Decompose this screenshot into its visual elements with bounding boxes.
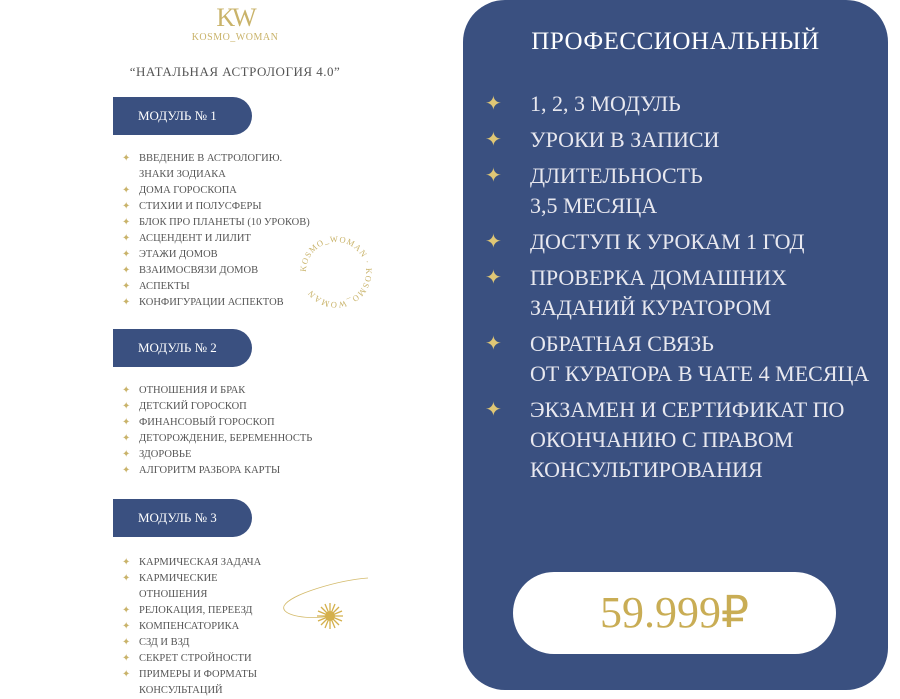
feature-label: 1, 2, 3 МОДУЛЬ [530,91,681,116]
tariff-card [463,0,888,690]
feature-label: ОБРАТНАЯ СВЯЗЬ [530,331,714,356]
topic-label: КАРМИЧЕСКИЕ ОТНОШЕНИЯ [139,573,218,600]
course-title: “НАТАЛЬНАЯ АСТРОЛОГИЯ 4.0” [129,64,341,79]
star-icon: ✦ [122,233,131,244]
star-icon: ✦ [122,265,131,276]
module-topic-item [122,635,282,651]
star-icon: ✦ [122,433,131,444]
star-icon: ✦ [122,605,131,616]
star-icon: ✦ [122,185,131,196]
module-topic-item [122,295,312,311]
star-icon: ✦ [485,93,502,115]
module-2-list [122,383,342,479]
feature-label: ДОСТУП К УРОКАМ 1 ГОД [530,229,805,254]
star-icon: ✦ [122,153,131,164]
star-icon: ✦ [122,249,131,260]
star-icon: ✦ [485,267,502,289]
svg-text:KOSMO_WOMAN · KOSMO_WOMAN: KOSMO_WOMAN · KOSMO_WOMAN [297,233,375,311]
module-topic-item [122,431,342,447]
star-icon: ✦ [122,281,131,292]
feature-item [485,89,880,119]
topic-label: ЗДОРОВЬЕ [139,449,192,460]
feature-item [485,227,880,257]
module-topic-item [122,399,342,415]
topic-label: КОМПЕНСАТОРИКА [139,621,240,632]
star-icon: ✦ [122,573,131,584]
module-topic-item [122,619,282,635]
feature-item [485,329,880,359]
topic-label: ДЕТОРОЖДЕНИЕ, БЕРЕМЕННОСТЬ [139,433,313,444]
feature-item [485,359,880,389]
feature-item [485,263,880,323]
module-topic-item [122,603,282,619]
topic-label: ВЗАИМОСВЯЗИ ДОМОВ [139,265,259,276]
feature-item [485,125,880,155]
star-icon: ✦ [122,653,131,664]
module-3-list [122,555,282,699]
circular-logo-text [296,232,376,312]
star-icon: ✦ [485,231,502,253]
feature-item [485,395,880,485]
topic-label: БЛОК ПРО ПЛАНЕТЫ (10 УРОКОВ) [139,217,310,228]
module-1-badge: МОДУЛЬ № 1 [113,97,252,135]
module-topic-item [122,199,312,215]
topic-label: ДОМА ГОРОСКОПА [139,185,237,196]
topic-label: СТИХИИ И ПОЛУСФЕРЫ [139,201,262,212]
module-topic-item [122,263,312,279]
tariff-title: ПРОФЕССИОНАЛЬНЫЙ [531,28,820,55]
feature-label: ПРОВЕРКА ДОМАШНИХ ЗАДАНИЙ КУРАТОРОМ [530,265,787,320]
module-topic-item [122,415,342,431]
module-topic-item [122,183,312,199]
star-icon: ✦ [122,557,131,568]
module-1-list [122,151,312,311]
feature-label: ЭКЗАМЕН И СЕРТИФИКАТ ПО ОКОНЧАНИЮ С ПРАВОМ КОНСУЛЬТИРОВАНИЯ [530,397,845,482]
star-icon: ✦ [122,449,131,460]
topic-label: ПРИМЕРЫ И ФОРМАТЫ КОНСУЛЬТАЦИЙ [139,669,257,696]
star-icon: ✦ [485,165,502,187]
topic-label: ФИНАНСОВЫЙ ГОРОСКОП [139,417,275,428]
star-icon: ✦ [122,669,131,680]
price-badge: 59.999₽ [513,572,836,654]
star-icon: ✦ [485,129,502,151]
module-topic-item [122,151,312,183]
feature-label: ДЛИТЕЛЬНОСТЬ [530,163,703,188]
star-icon: ✦ [122,297,131,308]
topic-label: СЕКРЕТ СТРОЙНОСТИ [139,653,252,664]
topic-label: КОНФИГУРАЦИИ АСПЕКТОВ [139,297,284,308]
topic-label: ЭТАЖИ ДОМОВ [139,249,218,260]
feature-item [485,161,880,191]
module-topic-item [122,383,342,399]
topic-label: АСПЕКТЫ [139,281,190,292]
module-topic-item [122,447,342,463]
module-2-badge: МОДУЛЬ № 2 [113,329,252,367]
logo-name: KOSMO_WOMAN [191,32,279,43]
logo-mark: KW [216,3,254,32]
topic-label: ВВЕДЕНИЕ В АСТРОЛОГИЮ. ЗНАКИ ЗОДИАКА [139,153,283,180]
star-icon: ✦ [122,401,131,412]
star-icon: ✦ [485,333,502,355]
topic-label: КАРМИЧЕСКАЯ ЗАДАЧА [139,557,262,568]
module-topic-item [122,279,312,295]
module-topic-item [122,667,282,699]
star-icon: ✦ [122,637,131,648]
feature-label: ОТ КУРАТОРА В ЧАТЕ 4 МЕСЯЦА [530,361,870,386]
topic-label: РЕЛОКАЦИЯ, ПЕРЕЕЗД [139,605,253,616]
topic-label: ДЕТСКИЙ ГОРОСКОП [139,401,247,412]
star-icon: ✦ [122,385,131,396]
star-icon: ✦ [122,417,131,428]
topic-label: СЗД И ВЗД [139,637,190,648]
feature-label: 3,5 МЕСЯЦА [530,193,658,218]
module-topic-item [122,215,312,231]
feature-item [485,191,880,221]
brand-logo [185,4,285,43]
module-topic-item [122,231,312,247]
feature-label: УРОКИ В ЗАПИСИ [530,127,720,152]
topic-label: АСЦЕНДЕНТ И ЛИЛИТ [139,233,251,244]
tariff-features [485,89,880,491]
sun-orbit-icon [280,572,370,642]
topic-label: АЛГОРИТМ РАЗБОРА КАРТЫ [139,465,281,476]
module-topic-item [122,555,282,571]
module-topic-item [122,571,282,603]
module-3-badge: МОДУЛЬ № 3 [113,499,252,537]
star-icon: ✦ [122,201,131,212]
star-icon: ✦ [485,399,502,421]
star-icon: ✦ [122,621,131,632]
star-icon: ✦ [122,217,131,228]
star-icon: ✦ [122,465,131,476]
module-topic-item [122,463,342,479]
module-topic-item [122,247,312,263]
module-topic-item [122,651,282,667]
topic-label: ОТНОШЕНИЯ И БРАК [139,385,246,396]
